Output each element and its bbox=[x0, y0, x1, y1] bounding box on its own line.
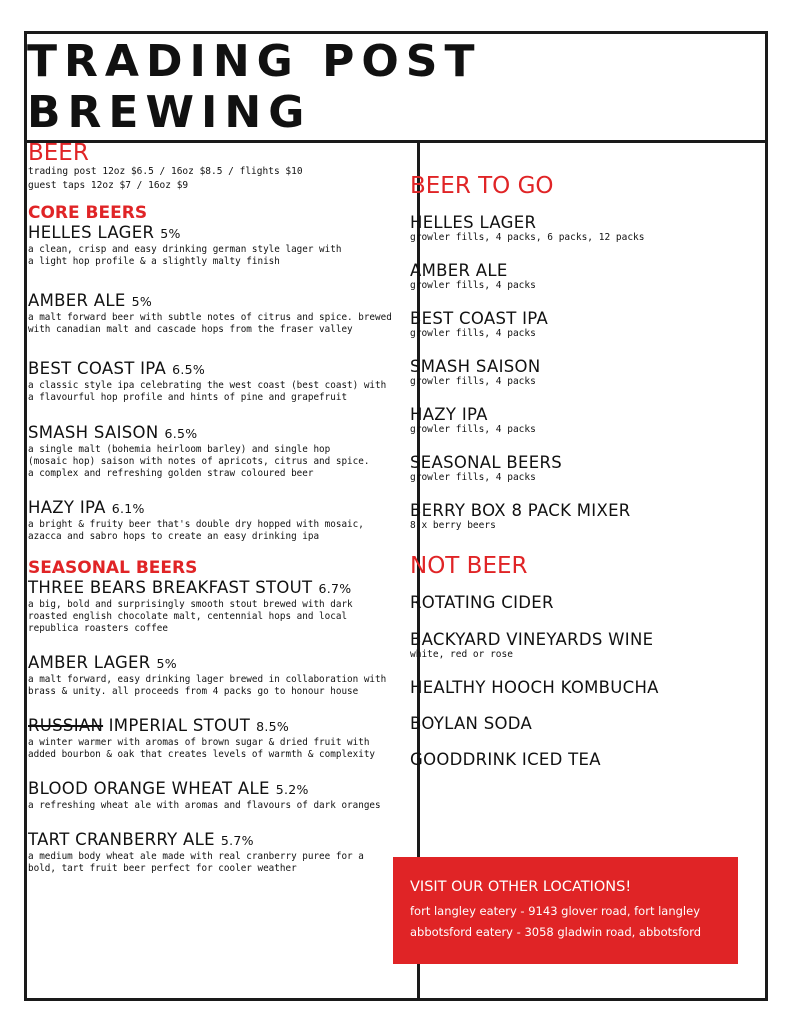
to-go-name: SEASONAL BEERS bbox=[410, 453, 563, 472]
to-go-item bbox=[410, 501, 730, 531]
to-go-desc: growler fills, 4 packs bbox=[410, 328, 536, 339]
beer-item bbox=[28, 716, 383, 761]
to-go-item bbox=[410, 357, 730, 387]
beer-abv: 6.7% bbox=[318, 581, 352, 596]
to-go-item bbox=[410, 453, 730, 483]
beer-name: THREE BEARS BREAKFAST STOUT bbox=[28, 578, 313, 597]
beer-heading: BEER bbox=[28, 140, 89, 166]
beer-desc: roasted english chocolate malt, centennial hops and local bbox=[28, 611, 348, 622]
beer-desc: a winter warmer with aromas of brown sugar & dried fruit with bbox=[28, 737, 370, 748]
core-beers-heading: CORE BEERS bbox=[28, 203, 148, 223]
beer-desc: added bourbon & oak that creates levels of warmth & complexity bbox=[28, 749, 376, 760]
to-go-name: BERRY BOX 8 PACK MIXER bbox=[410, 501, 631, 520]
beer-desc: (mosaic hop) saison with notes of apricots, citrus and spice. bbox=[28, 456, 370, 467]
to-go-desc: growler fills, 4 packs, 6 packs, 12 packs bbox=[410, 232, 645, 243]
to-go-item bbox=[410, 213, 730, 243]
beer-name: SMASH SAISON bbox=[28, 423, 159, 442]
beer-desc: a light hop profile & a slightly malty finish bbox=[28, 256, 280, 267]
beer-desc: a flavourful hop profile and hints of pine and grapefruit bbox=[28, 392, 348, 403]
seasonal-beers-heading: SEASONAL BEERS bbox=[28, 558, 198, 578]
beer-desc: a refreshing wheat ale with aromas and flavours of dark oranges bbox=[28, 800, 381, 811]
beer-desc: a malt forward, easy drinking lager brewed in collaboration with bbox=[28, 674, 387, 685]
beer-abv: 8.5% bbox=[256, 719, 290, 734]
beer-desc: with canadian malt and cascade hops from the fraser valley bbox=[28, 324, 353, 335]
beer-abv: 6.5% bbox=[172, 362, 206, 377]
beer-desc: a classic style ipa celebrating the west coast (best coast) with bbox=[28, 380, 387, 391]
beer-item bbox=[28, 578, 383, 635]
beer-abv: 5% bbox=[156, 656, 177, 671]
not-beer-desc: white, red or rose bbox=[410, 649, 513, 660]
beer-name: BEST COAST IPA bbox=[28, 359, 167, 378]
beer-item bbox=[28, 291, 392, 336]
beer-name: HELLES LAGER bbox=[28, 223, 155, 242]
to-go-item bbox=[410, 309, 730, 339]
beer-desc: a medium body wheat ale made with real cranberry puree for a bbox=[28, 851, 364, 862]
not-beer-item: GOODDRINK ICED TEA bbox=[410, 750, 601, 769]
to-go-desc: growler fills, 4 packs bbox=[410, 376, 536, 387]
page-title: TRADING POST BREWING bbox=[27, 36, 482, 138]
beer-desc: a clean, crisp and easy drinking german style lager with bbox=[28, 244, 342, 255]
pricing bbox=[28, 165, 383, 193]
to-go-desc: growler fills, 4 packs bbox=[410, 280, 536, 291]
beer-name: IMPERIAL STOUT bbox=[108, 716, 251, 735]
not-beer-item: ROTATING CIDER bbox=[410, 593, 554, 612]
pricing-line: trading post 12oz $6.5 / 16oz $8.5 / flights $10 bbox=[28, 166, 303, 177]
beer-abv: 5% bbox=[160, 226, 181, 241]
beer-name: AMBER ALE bbox=[28, 291, 126, 310]
not-beer-item bbox=[410, 630, 730, 660]
beer-abv: 5.2% bbox=[275, 782, 309, 797]
beer-abv: 5.7% bbox=[220, 833, 254, 848]
to-go-desc: 8 x berry beers bbox=[410, 520, 496, 531]
to-go-name: HAZY IPA bbox=[410, 405, 488, 424]
to-go-item bbox=[410, 405, 730, 435]
beer-item bbox=[28, 223, 383, 268]
beer-item bbox=[28, 498, 383, 543]
other-locations-title: VISIT OUR OTHER LOCATIONS! bbox=[410, 879, 632, 895]
beer-abv: 6.1% bbox=[111, 501, 145, 516]
beer-abv: 5% bbox=[131, 294, 153, 309]
not-beer-heading: NOT BEER bbox=[410, 553, 528, 579]
header bbox=[27, 34, 765, 143]
beer-to-go-heading: BEER TO GO bbox=[410, 173, 554, 199]
beer-name: TART CRANBERRY ALE bbox=[28, 830, 215, 849]
pricing-line: guest taps 12oz $7 / 16oz $9 bbox=[28, 180, 189, 191]
beer-item bbox=[28, 359, 387, 404]
beer-column bbox=[28, 140, 392, 875]
to-go-desc: growler fills, 4 packs bbox=[410, 424, 536, 435]
beer-item bbox=[28, 779, 383, 812]
beer-name-struck: RUSSIAN bbox=[28, 716, 104, 735]
beer-desc: a single malt (bohemia heirloom barley) and single hop bbox=[28, 444, 331, 455]
to-go-name: BEST COAST IPA bbox=[410, 309, 549, 328]
to-go-desc: growler fills, 4 packs bbox=[410, 472, 536, 483]
to-go-name: SMASH SAISON bbox=[410, 357, 541, 376]
to-go-name: HELLES LAGER bbox=[410, 213, 537, 232]
not-beer-name: BACKYARD VINEYARDS WINE bbox=[410, 630, 654, 649]
to-go-column bbox=[410, 140, 730, 769]
beer-desc: brass & unity. all proceeds from 4 packs go to honour house bbox=[28, 686, 359, 697]
other-locations-box bbox=[393, 857, 738, 964]
beer-abv: 6.5% bbox=[164, 426, 198, 441]
beer-desc: a malt forward beer with subtle notes of citrus and spice. brewed bbox=[28, 312, 392, 323]
location-line: abbotsford eatery - 3058 gladwin road, abbotsford bbox=[410, 925, 702, 939]
not-beer-item: HEALTHY HOOCH KOMBUCHA bbox=[410, 678, 659, 697]
beer-name: BLOOD ORANGE WHEAT ALE bbox=[28, 779, 270, 798]
beer-desc: a complex and refreshing golden straw coloured beer bbox=[28, 468, 314, 479]
not-beer-item: BOYLAN SODA bbox=[410, 714, 533, 733]
beer-desc: republica roasters coffee bbox=[28, 623, 168, 634]
beer-desc: bold, tart fruit beer perfect for cooler weather bbox=[28, 863, 297, 874]
beer-name: HAZY IPA bbox=[28, 498, 106, 517]
location-line: fort langley eatery - 9143 glover road, fort langley bbox=[410, 904, 701, 918]
to-go-item bbox=[410, 261, 730, 291]
to-go-name: AMBER ALE bbox=[410, 261, 508, 280]
beer-desc: a big, bold and surprisingly smooth stout brewed with dark bbox=[28, 599, 353, 610]
beer-item bbox=[28, 423, 383, 480]
beer-desc: a bright & fruity beer that's double dry hopped with mosaic, bbox=[28, 519, 364, 530]
beer-desc: azacca and sabro hops to create an easy drinking ipa bbox=[28, 531, 320, 542]
beer-name: AMBER LAGER bbox=[28, 653, 151, 672]
beer-item bbox=[28, 653, 387, 698]
beer-item bbox=[28, 830, 383, 875]
